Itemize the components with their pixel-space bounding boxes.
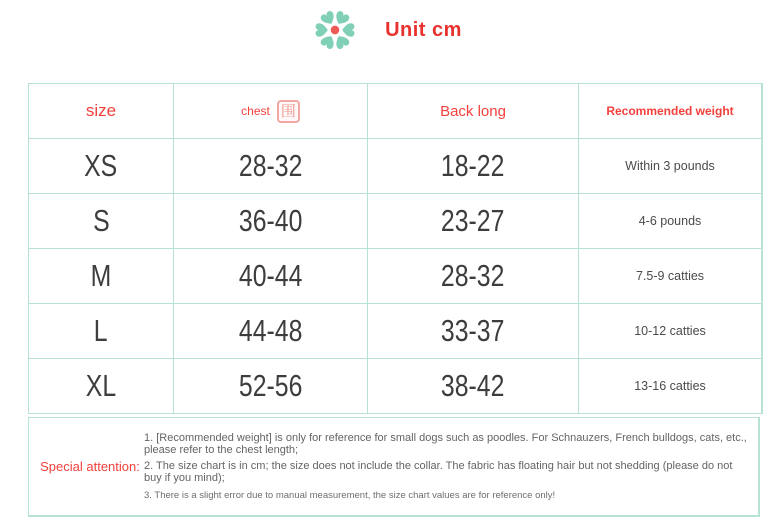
cell-back-long: [368, 139, 579, 194]
chest-stamp-icon: 围: [277, 100, 300, 123]
note-item: 1. [Recommended weight] is only for reference for small dogs such as poodles. For Schnauzers, French bulldogs, cats, etc., please refer to the chest length;: [144, 432, 747, 456]
page-header: [0, 0, 773, 60]
cell-chest: [174, 139, 368, 194]
cell-chest: [174, 304, 368, 359]
column-header-size: size: [29, 84, 174, 139]
cell-weight: Within 3 pounds: [579, 139, 763, 194]
table-row: [29, 194, 763, 249]
chest-value: 36-40: [238, 203, 303, 238]
chest-value: 52-56: [238, 368, 303, 403]
notes-list: [144, 418, 748, 515]
column-header-chest-label: chest: [241, 104, 270, 118]
special-attention-box: [28, 417, 760, 517]
size-value: XS: [84, 148, 118, 183]
chest-value: 40-44: [238, 258, 303, 293]
cell-back-long: [368, 194, 579, 249]
chest-value: 44-48: [238, 313, 303, 348]
table-row: [29, 304, 763, 359]
cell-size: [29, 359, 174, 414]
note-item: 3. There is a slight error due to manual measurement, the size chart values are for reference only!: [144, 490, 556, 501]
cell-back-long: [368, 304, 579, 359]
size-value: L: [94, 313, 108, 348]
flower-icon: [311, 6, 359, 54]
note-item: 2. The size chart is in cm; the size does not include the collar. The fabric has floating hair but not shedding (please do not buy if you mind);: [144, 460, 733, 484]
cell-size: [29, 304, 174, 359]
column-header-back-long: Back long: [368, 84, 579, 139]
cell-weight: 4-6 pounds: [579, 194, 763, 249]
size-table: [28, 83, 763, 414]
size-value: XL: [85, 368, 117, 403]
size-value: M: [90, 258, 112, 293]
back-long-value: 18-22: [441, 148, 505, 183]
cell-size: [29, 249, 174, 304]
page-title: Unit cm: [385, 18, 462, 41]
table-row: [29, 139, 763, 194]
column-header-recommended-weight: Recommended weight: [579, 84, 763, 139]
cell-chest: [174, 194, 368, 249]
back-long-value: 23-27: [441, 203, 505, 238]
size-value: S: [92, 203, 110, 238]
cell-weight: 10-12 catties: [579, 304, 763, 359]
special-attention-label: Special attention:: [40, 459, 140, 474]
cell-back-long: [368, 359, 579, 414]
back-long-value: 33-37: [441, 313, 505, 348]
chest-value: 28-32: [238, 148, 303, 183]
cell-size: [29, 139, 174, 194]
back-long-value: 28-32: [441, 258, 505, 293]
cell-chest: [174, 249, 368, 304]
cell-weight: 7.5-9 catties: [579, 249, 763, 304]
table-row: [29, 359, 763, 414]
cell-size: [29, 194, 174, 249]
cell-back-long: [368, 249, 579, 304]
table-row: [29, 249, 763, 304]
column-header-chest: [174, 84, 368, 139]
cell-weight: 13-16 catties: [579, 359, 763, 414]
back-long-value: 38-42: [441, 368, 505, 403]
cell-chest: [174, 359, 368, 414]
table-header-row: [29, 84, 763, 139]
